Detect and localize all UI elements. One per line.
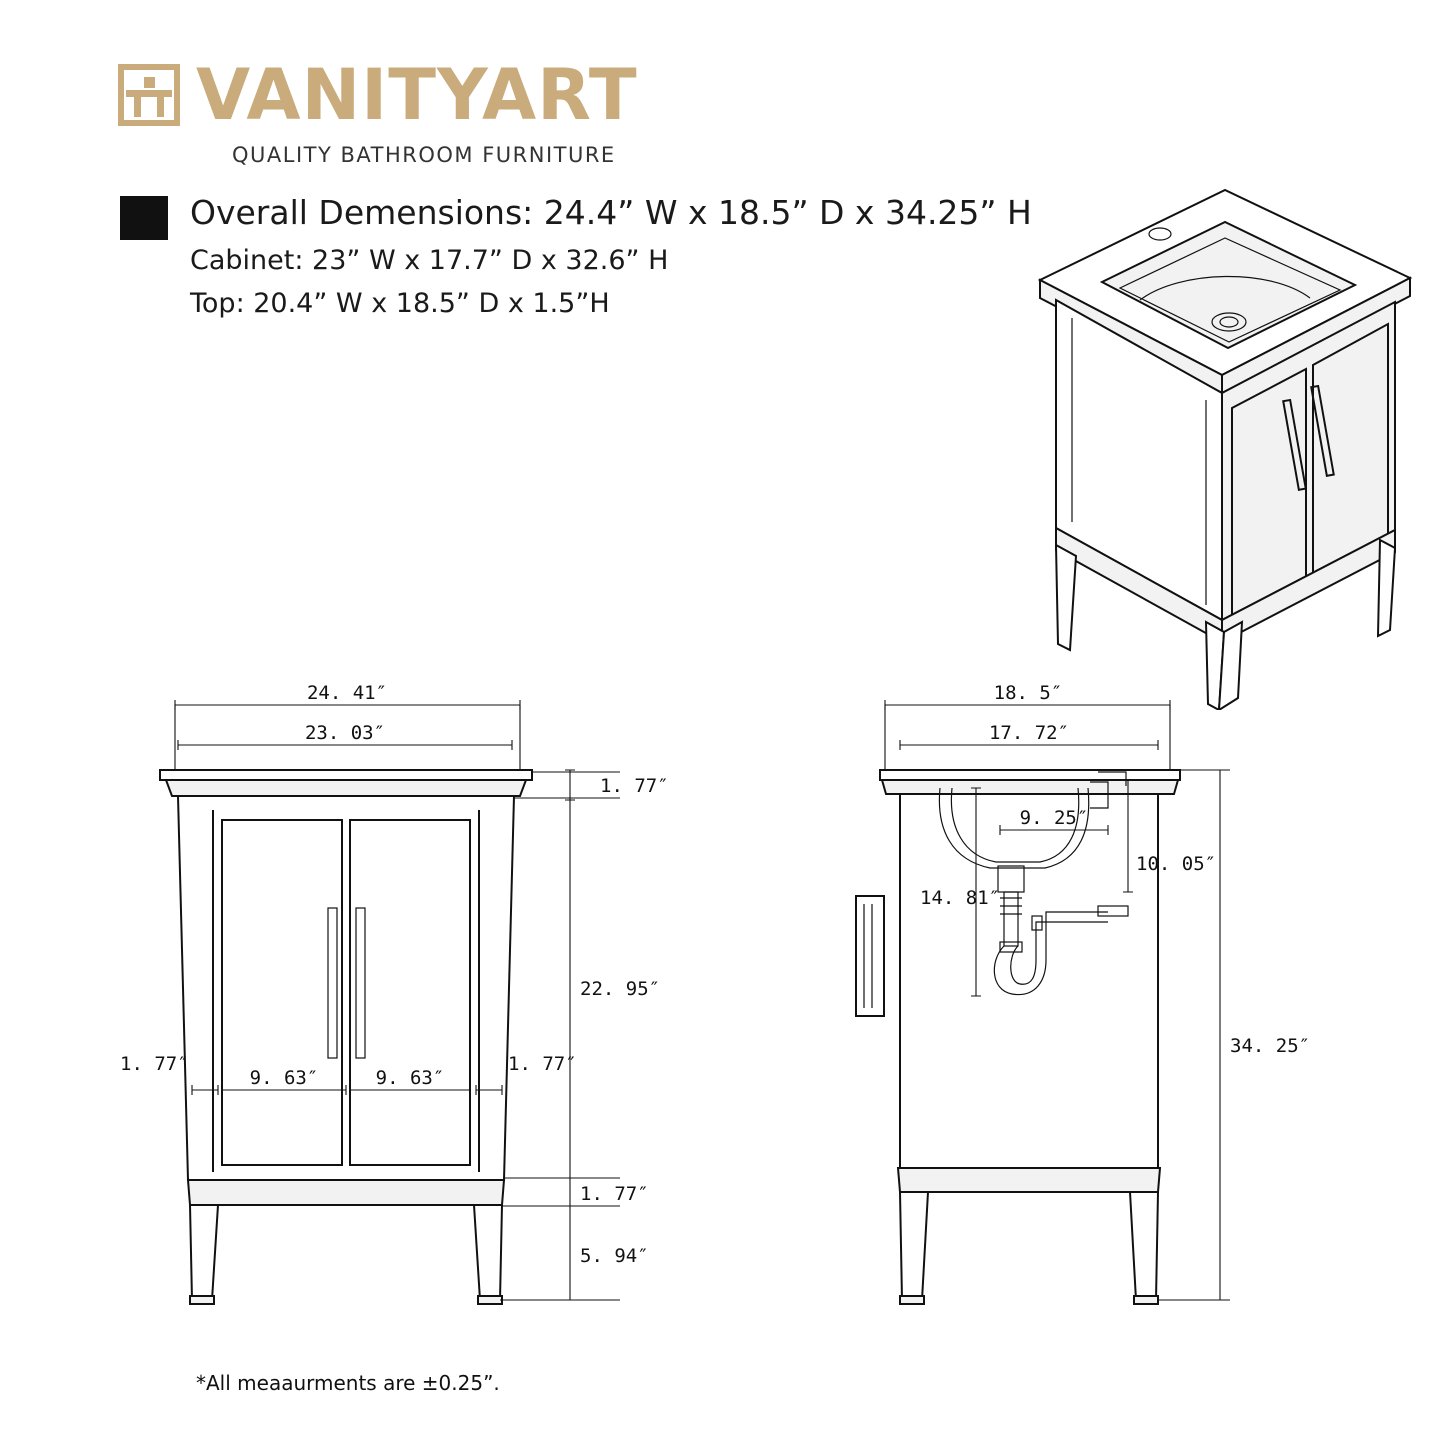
top-dimensions-label: Top: 20.4” W x 18.5” D x 1.5”H — [190, 288, 610, 319]
brand-tagline: QUALITY BATHROOM FURNITURE — [232, 143, 616, 167]
dim-rail-height: 1. 77″ — [580, 1183, 649, 1205]
dim-overall-depth: 18. 5″ — [993, 682, 1063, 704]
dim-cabinet-depth: 17. 72″ — [988, 722, 1070, 744]
dim-top-height: 1. 77″ — [600, 775, 669, 797]
dim-basin-width: 9. 25″ — [1019, 807, 1089, 829]
dim-body-height: 22. 95″ — [580, 978, 661, 1000]
dim-cabinet-width: 23. 03″ — [304, 722, 386, 744]
cabinet-dimensions-label: Cabinet: 23” W x 17.7” D x 32.6” H — [190, 245, 669, 276]
dim-trap-height: 14. 81″ — [920, 887, 1001, 909]
dim-overall-height: 34. 25″ — [1230, 1035, 1311, 1057]
dim-door-left: 9. 63″ — [249, 1067, 319, 1089]
dim-side-gap-left: 1. 77″ — [120, 1053, 189, 1075]
cabinet-logo-icon — [118, 64, 180, 126]
side-elevation — [840, 660, 1400, 1340]
overall-dimensions-label: Overall Demensions: 24.4” W x 18.5” D x 34.25” H — [190, 193, 1032, 232]
isometric-vanity-illustration — [1010, 150, 1430, 710]
dim-door-right: 9. 63″ — [375, 1067, 445, 1089]
dim-basin-drop: 10. 05″ — [1136, 853, 1217, 875]
dim-side-gap-right: 1. 77″ — [508, 1053, 577, 1075]
brand-wordmark: VANITYART — [196, 54, 638, 136]
dim-leg-height: 5. 94″ — [580, 1245, 649, 1267]
front-elevation — [100, 660, 720, 1340]
dim-overall-width: 24. 41″ — [306, 682, 388, 704]
color-swatch — [120, 196, 168, 240]
brand-logo — [118, 54, 638, 136]
measurement-footnote: *All meaaurments are ±0.25”. — [196, 1371, 500, 1395]
